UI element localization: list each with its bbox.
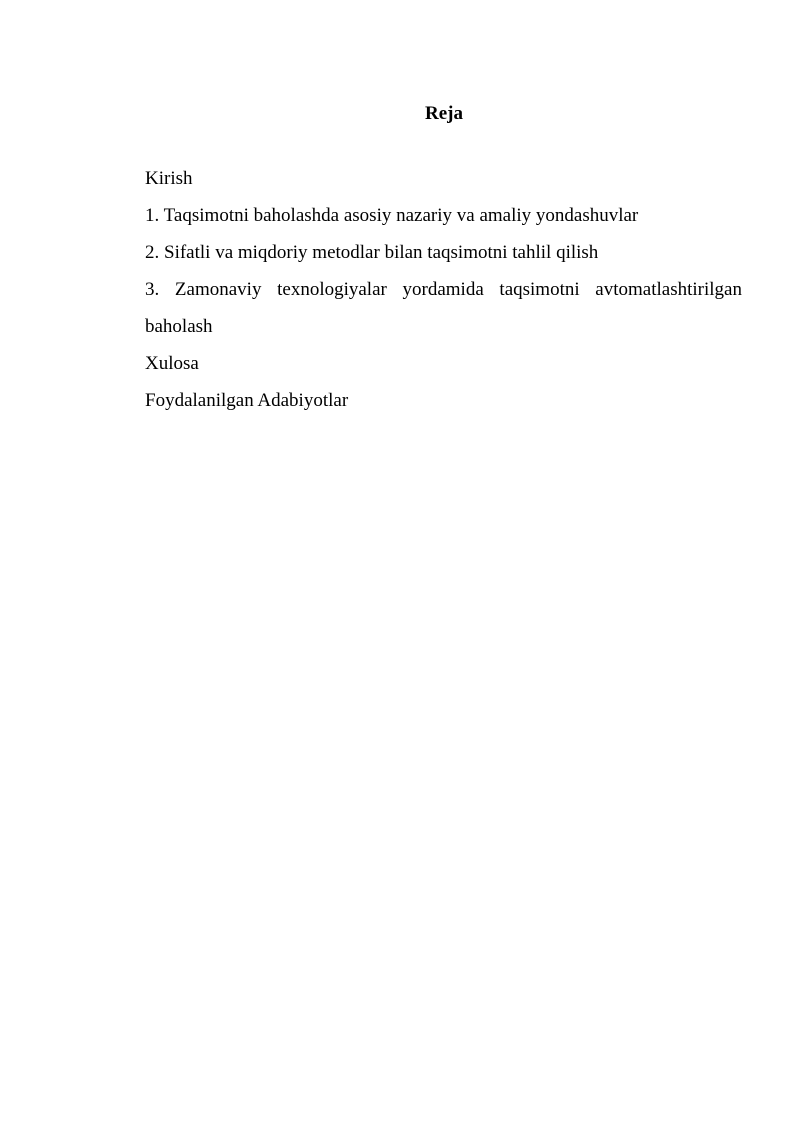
toc-item-references: Foydalanilgan Adabiyotlar — [145, 390, 349, 411]
page-title: Reja — [425, 103, 463, 124]
toc-item-3: 3. Zamonaviy texnologiyalar yordamida taqsimotni avtomatlashtirilgan baholash — [145, 279, 742, 337]
toc-item-2: 2. Sifatli va miqdoriy metodlar bilan taqsimotni tahlil qilish — [145, 242, 599, 263]
toc-item-conclusion: Xulosa — [145, 353, 199, 374]
toc-item-1: 1. Taqsimotni baholashda asosiy nazariy va amaliy yondashuvlar — [145, 205, 639, 226]
table-of-contents — [114, 160, 742, 419]
toc-item-intro: Kirish — [145, 168, 193, 189]
